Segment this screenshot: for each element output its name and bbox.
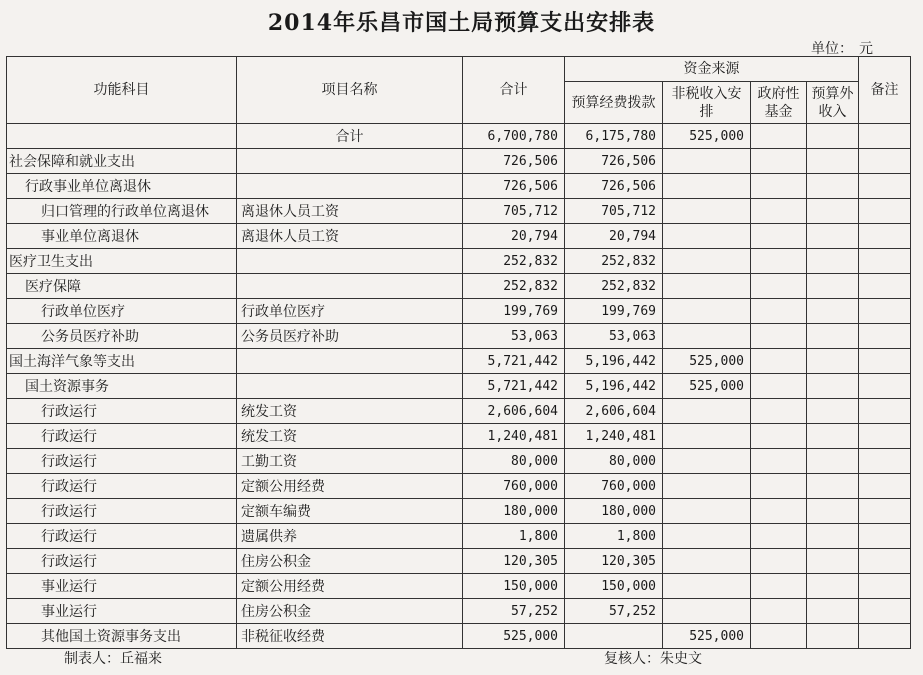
- cell-remark: [859, 549, 911, 574]
- cell-budget: 5,196,442: [565, 349, 663, 374]
- cell-gov-fund: [751, 124, 807, 149]
- table-row: [7, 324, 911, 349]
- cell-nontax: [663, 524, 751, 549]
- cell-budget: 20,794: [565, 224, 663, 249]
- cell-total: 80,000: [463, 449, 565, 474]
- cell-budget: 1,240,481: [565, 424, 663, 449]
- cell-remark: [859, 374, 911, 399]
- cell-total: 705,712: [463, 199, 565, 224]
- cell-nontax: [663, 599, 751, 624]
- table-row: [7, 449, 911, 474]
- cell-budget: 705,712: [565, 199, 663, 224]
- cell-gov-fund: [751, 549, 807, 574]
- cell-func: 行政事业单位离退休: [7, 174, 237, 199]
- cell-project: 工勤工资: [237, 449, 463, 474]
- cell-remark: [859, 349, 911, 374]
- cell-nontax: 525,000: [663, 624, 751, 649]
- cell-gov-fund: [751, 399, 807, 424]
- header-remark: 备注: [859, 57, 911, 124]
- cell-total: 5,721,442: [463, 349, 565, 374]
- cell-gov-fund: [751, 224, 807, 249]
- cell-extra-budget: [807, 399, 859, 424]
- cell-func: 行政运行: [7, 449, 237, 474]
- cell-budget: 57,252: [565, 599, 663, 624]
- prepared-by: 制表人：丘福来: [64, 651, 162, 667]
- table-row: [7, 374, 911, 399]
- cell-extra-budget: [807, 224, 859, 249]
- cell-project: 定额公用经费: [237, 474, 463, 499]
- table-row: [7, 149, 911, 174]
- table-row: [7, 574, 911, 599]
- cell-project: 统发工资: [237, 399, 463, 424]
- cell-total: 5,721,442: [463, 374, 565, 399]
- cell-func: 公务员医疗补助: [7, 324, 237, 349]
- cell-gov-fund: [751, 349, 807, 374]
- cell-nontax: [663, 199, 751, 224]
- table-row: [7, 274, 911, 299]
- cell-extra-budget: [807, 349, 859, 374]
- cell-budget: 180,000: [565, 499, 663, 524]
- cell-nontax: [663, 499, 751, 524]
- table-row: [7, 424, 911, 449]
- table-row: [7, 549, 911, 574]
- cell-total: 6,700,780: [463, 124, 565, 149]
- table-row: [7, 174, 911, 199]
- cell-total: 252,832: [463, 274, 565, 299]
- cell-extra-budget: [807, 374, 859, 399]
- cell-gov-fund: [751, 424, 807, 449]
- cell-remark: [859, 524, 911, 549]
- cell-gov-fund: [751, 249, 807, 274]
- cell-budget: 2,606,604: [565, 399, 663, 424]
- page-title: 2014年乐昌市国土局预算支出安排表: [267, 10, 656, 36]
- cell-budget: 6,175,780: [565, 124, 663, 149]
- cell-nontax: [663, 149, 751, 174]
- budget-table: [6, 56, 911, 649]
- cell-remark: [859, 624, 911, 649]
- cell-func: 事业运行: [7, 574, 237, 599]
- cell-remark: [859, 274, 911, 299]
- cell-total: 53,063: [463, 324, 565, 349]
- cell-extra-budget: [807, 549, 859, 574]
- header-extra-budget: 预算外收入: [807, 82, 859, 124]
- cell-project: [237, 149, 463, 174]
- cell-total: 199,769: [463, 299, 565, 324]
- header-budget-alloc: 预算经费拨款: [565, 82, 663, 124]
- cell-budget: 726,506: [565, 149, 663, 174]
- header-source: 资金来源: [565, 57, 859, 82]
- cell-project: 公务员医疗补助: [237, 324, 463, 349]
- cell-budget: 53,063: [565, 324, 663, 349]
- cell-nontax: [663, 399, 751, 424]
- cell-nontax: [663, 549, 751, 574]
- header-gov-fund: 政府性基金: [751, 82, 807, 124]
- cell-extra-budget: [807, 124, 859, 149]
- cell-project: 非税征收经费: [237, 624, 463, 649]
- cell-total: 150,000: [463, 574, 565, 599]
- cell-remark: [859, 324, 911, 349]
- cell-remark: [859, 174, 911, 199]
- cell-budget: 252,832: [565, 249, 663, 274]
- unit-prefix: 单位：: [811, 41, 853, 57]
- cell-budget: 252,832: [565, 274, 663, 299]
- cell-nontax: [663, 249, 751, 274]
- cell-nontax: 525,000: [663, 374, 751, 399]
- cell-total: 1,800: [463, 524, 565, 549]
- cell-project: 住房公积金: [237, 599, 463, 624]
- cell-extra-budget: [807, 274, 859, 299]
- cell-func: 行政运行: [7, 549, 237, 574]
- table-row: [7, 124, 911, 149]
- cell-project: 离退休人员工资: [237, 199, 463, 224]
- cell-remark: [859, 124, 911, 149]
- cell-remark: [859, 224, 911, 249]
- cell-extra-budget: [807, 574, 859, 599]
- cell-budget: 1,800: [565, 524, 663, 549]
- cell-func: 医疗卫生支出: [7, 249, 237, 274]
- table-row: [7, 399, 911, 424]
- cell-total: 252,832: [463, 249, 565, 274]
- cell-nontax: [663, 274, 751, 299]
- cell-budget: 726,506: [565, 174, 663, 199]
- cell-remark: [859, 474, 911, 499]
- cell-gov-fund: [751, 199, 807, 224]
- cell-func: 行政运行: [7, 424, 237, 449]
- table-row: [7, 224, 911, 249]
- cell-func: 行政运行: [7, 399, 237, 424]
- cell-nontax: 525,000: [663, 124, 751, 149]
- unit-label: [811, 38, 873, 58]
- table-row: [7, 474, 911, 499]
- reviewed-by: 复核人：朱史文: [604, 651, 702, 667]
- cell-func: [7, 124, 237, 149]
- cell-budget: 760,000: [565, 474, 663, 499]
- cell-extra-budget: [807, 249, 859, 274]
- table-row: [7, 249, 911, 274]
- cell-func: 事业单位离退休: [7, 224, 237, 249]
- cell-remark: [859, 574, 911, 599]
- cell-project: [237, 349, 463, 374]
- header-total: 合计: [463, 57, 565, 124]
- cell-gov-fund: [751, 524, 807, 549]
- cell-budget: 5,196,442: [565, 374, 663, 399]
- cell-func: 行政运行: [7, 474, 237, 499]
- cell-total: 180,000: [463, 499, 565, 524]
- cell-project: [237, 374, 463, 399]
- cell-func: 社会保障和就业支出: [7, 149, 237, 174]
- cell-func: 行政运行: [7, 499, 237, 524]
- cell-extra-budget: [807, 174, 859, 199]
- cell-gov-fund: [751, 299, 807, 324]
- cell-extra-budget: [807, 474, 859, 499]
- cell-nontax: [663, 224, 751, 249]
- cell-project: 行政单位医疗: [237, 299, 463, 324]
- cell-total: 726,506: [463, 149, 565, 174]
- cell-extra-budget: [807, 599, 859, 624]
- cell-func: 国土海洋气象等支出: [7, 349, 237, 374]
- cell-nontax: [663, 574, 751, 599]
- cell-remark: [859, 599, 911, 624]
- cell-total: 726,506: [463, 174, 565, 199]
- cell-total: 525,000: [463, 624, 565, 649]
- cell-extra-budget: [807, 149, 859, 174]
- cell-nontax: [663, 424, 751, 449]
- cell-remark: [859, 399, 911, 424]
- cell-remark: [859, 199, 911, 224]
- cell-nontax: [663, 449, 751, 474]
- cell-func: 归口管理的行政单位离退休: [7, 199, 237, 224]
- cell-total: 2,606,604: [463, 399, 565, 424]
- cell-func: 事业运行: [7, 599, 237, 624]
- cell-gov-fund: [751, 449, 807, 474]
- cell-project: [237, 274, 463, 299]
- cell-total: 1,240,481: [463, 424, 565, 449]
- cell-budget: 199,769: [565, 299, 663, 324]
- cell-remark: [859, 499, 911, 524]
- table-row: [7, 599, 911, 624]
- cell-remark: [859, 299, 911, 324]
- cell-total: 20,794: [463, 224, 565, 249]
- cell-gov-fund: [751, 174, 807, 199]
- unit-value: 元: [859, 41, 873, 57]
- header-func: 功能科目: [7, 57, 237, 124]
- cell-gov-fund: [751, 624, 807, 649]
- table-row: [7, 624, 911, 649]
- table-row: [7, 524, 911, 549]
- cell-func: 医疗保障: [7, 274, 237, 299]
- cell-func: 其他国土资源事务支出: [7, 624, 237, 649]
- header-nontax: 非税收入安排: [663, 82, 751, 124]
- cell-remark: [859, 149, 911, 174]
- cell-nontax: [663, 324, 751, 349]
- cell-gov-fund: [751, 324, 807, 349]
- cell-total: 120,305: [463, 549, 565, 574]
- cell-gov-fund: [751, 474, 807, 499]
- cell-gov-fund: [751, 149, 807, 174]
- cell-extra-budget: [807, 199, 859, 224]
- cell-project: 离退休人员工资: [237, 224, 463, 249]
- cell-extra-budget: [807, 524, 859, 549]
- cell-project: 合计: [237, 124, 463, 149]
- header-project: 项目名称: [237, 57, 463, 124]
- cell-nontax: [663, 474, 751, 499]
- cell-gov-fund: [751, 599, 807, 624]
- cell-remark: [859, 449, 911, 474]
- cell-func: 行政运行: [7, 524, 237, 549]
- table-row: [7, 299, 911, 324]
- table-row: [7, 199, 911, 224]
- cell-remark: [859, 424, 911, 449]
- cell-gov-fund: [751, 374, 807, 399]
- cell-nontax: 525,000: [663, 349, 751, 374]
- cell-nontax: [663, 174, 751, 199]
- cell-extra-budget: [807, 299, 859, 324]
- cell-total: 57,252: [463, 599, 565, 624]
- cell-gov-fund: [751, 574, 807, 599]
- cell-gov-fund: [751, 499, 807, 524]
- cell-project: [237, 249, 463, 274]
- cell-extra-budget: [807, 324, 859, 349]
- cell-extra-budget: [807, 624, 859, 649]
- cell-func: 行政单位医疗: [7, 299, 237, 324]
- cell-budget: 120,305: [565, 549, 663, 574]
- cell-extra-budget: [807, 424, 859, 449]
- cell-project: 统发工资: [237, 424, 463, 449]
- cell-gov-fund: [751, 274, 807, 299]
- cell-nontax: [663, 299, 751, 324]
- cell-extra-budget: [807, 499, 859, 524]
- cell-remark: [859, 249, 911, 274]
- cell-budget: 80,000: [565, 449, 663, 474]
- cell-extra-budget: [807, 449, 859, 474]
- table-row: [7, 499, 911, 524]
- cell-project: [237, 174, 463, 199]
- cell-project: 住房公积金: [237, 549, 463, 574]
- cell-project: 遗属供养: [237, 524, 463, 549]
- cell-func: 国土资源事务: [7, 374, 237, 399]
- table-row: [7, 349, 911, 374]
- cell-project: 定额车编费: [237, 499, 463, 524]
- cell-budget: 150,000: [565, 574, 663, 599]
- cell-budget: [565, 624, 663, 649]
- cell-project: 定额公用经费: [237, 574, 463, 599]
- cell-total: 760,000: [463, 474, 565, 499]
